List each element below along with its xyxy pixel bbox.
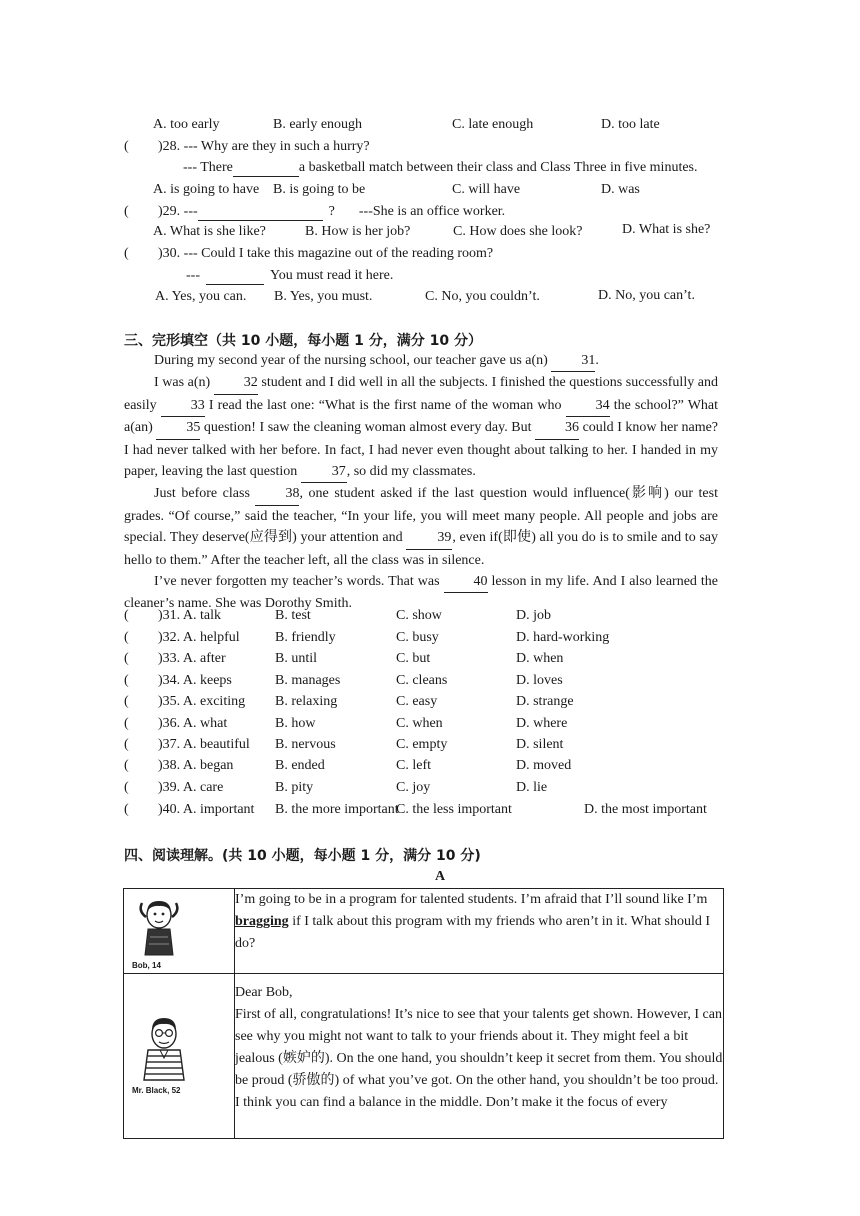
- option-a: )31. A. talk: [158, 608, 221, 623]
- option-a: )36. A. what: [158, 716, 228, 731]
- option-d: D. when: [516, 651, 564, 666]
- answer-paren[interactable]: (: [124, 802, 129, 817]
- text: , one student asked if the last question would influence(影响) our test grades. “Of course,” said the teacher, “In your life, you will meet many people. All people and jobs are special. They deserve(应得到) your attention and: [124, 486, 718, 546]
- option-d: D. moved: [516, 758, 572, 773]
- answer-prefix: ---: [186, 268, 200, 283]
- reply-last-line: I think you can find a balance in the middle. Don’t make it the focus of every: [235, 1095, 668, 1110]
- q28-option-b: B. is going to be: [273, 182, 366, 197]
- highlighted-word: bragging: [235, 914, 289, 929]
- option-c: C. empty: [396, 737, 448, 752]
- option-c: C. but: [396, 651, 431, 666]
- q30-option-d: D. No, you can’t.: [598, 288, 695, 303]
- q29-option-a: A. What is she like?: [153, 224, 266, 239]
- answer-paren[interactable]: (: [124, 608, 129, 623]
- text: Just before class: [154, 486, 250, 502]
- fill-blank[interactable]: [233, 160, 299, 177]
- cloze-passage: [124, 350, 718, 615]
- q27-option-b: B. early enough: [273, 117, 363, 132]
- text: the school?” What a(an): [124, 397, 719, 436]
- option-b: B. ended: [275, 758, 325, 773]
- letter-table: [123, 888, 724, 1139]
- option-c: C. show: [396, 608, 442, 623]
- question-mark: ?: [328, 204, 335, 219]
- option-b: B. how: [275, 716, 316, 731]
- answer-paren[interactable]: (: [124, 246, 129, 261]
- question-text: )28. --- Why are they in such a hurry?: [158, 139, 370, 154]
- option-c: C. left: [396, 758, 431, 773]
- text: question! I saw the cleaning woman almost every day. But: [203, 420, 532, 436]
- figure-cell: [124, 974, 235, 1139]
- option-c: C. the less important: [396, 802, 512, 817]
- cloze-paragraph: [124, 483, 718, 571]
- question-reply: ---She is an office worker.: [358, 204, 506, 219]
- answer-prefix: --- There: [183, 160, 233, 175]
- option-a: )38. A. began: [158, 758, 234, 773]
- answer-paren[interactable]: (: [124, 737, 129, 752]
- fill-blank[interactable]: [206, 268, 264, 285]
- option-d: D. job: [516, 608, 551, 623]
- blank-32[interactable]: 32: [214, 372, 258, 394]
- text: .: [595, 353, 599, 368]
- option-d: D. silent: [516, 737, 564, 752]
- text: , so did my classmates.: [346, 464, 476, 480]
- blank-39[interactable]: 39: [406, 527, 452, 549]
- blank-38[interactable]: 38: [255, 483, 299, 505]
- text: lesson in my life. And I also learned the cleaner’s name. She was Dorothy Smith.: [124, 574, 718, 612]
- answer-suffix: a basketball match between their class and Class Three in five minutes.: [298, 160, 698, 175]
- option-b: B. test: [275, 608, 311, 623]
- option-c: C. busy: [396, 630, 439, 645]
- cloze-paragraph: [124, 350, 718, 372]
- answer-paren[interactable]: (: [124, 758, 129, 773]
- answer-suffix: You must read it here.: [270, 268, 394, 283]
- text: student and I did well in all the subjects. I finished the questions successfully and easily: [124, 375, 719, 413]
- question-text: [158, 204, 505, 221]
- answer-paren[interactable]: (: [124, 139, 129, 154]
- bob-avatar-icon: [134, 897, 184, 959]
- option-d: D. loves: [516, 673, 563, 688]
- blank-33[interactable]: 33: [161, 395, 205, 417]
- question-answer-line: [186, 268, 393, 285]
- option-a: )40. A. important: [158, 802, 255, 817]
- option-b: B. the more important: [275, 802, 399, 817]
- question-answer-line: [183, 160, 698, 177]
- text: I’m going to be in a program for talented students. I’m afraid that I’ll sound like I’m: [235, 892, 708, 907]
- option-c: C. joy: [396, 780, 431, 795]
- option-b: B. nervous: [275, 737, 336, 752]
- mr-black-caption: Mr. Black, 52: [132, 1086, 181, 1095]
- blank-36[interactable]: 36: [535, 417, 579, 439]
- option-a: )33. A. after: [158, 651, 226, 666]
- question-number: )29. ---: [158, 204, 198, 219]
- option-c: C. easy: [396, 694, 438, 709]
- blank-40[interactable]: 40: [444, 571, 488, 593]
- q29-option-d: D. What is she?: [622, 222, 711, 237]
- option-a: )34. A. keeps: [158, 673, 232, 688]
- passage-label: A: [435, 869, 446, 884]
- blank-35[interactable]: 35: [156, 417, 200, 439]
- bob-caption: Bob, 14: [132, 961, 161, 970]
- answer-paren[interactable]: (: [124, 204, 129, 219]
- section-heading-cloze: 三、完形填空（共 10 小题，每小题 1 分，满分 10 分）: [124, 333, 482, 349]
- figure-cell: [124, 889, 235, 974]
- answer-paren[interactable]: (: [124, 780, 129, 795]
- option-b: B. manages: [275, 673, 341, 688]
- question-text: )30. --- Could I take this magazine out of the reading room?: [158, 246, 494, 261]
- option-a: )35. A. exciting: [158, 694, 246, 709]
- option-c: C. when: [396, 716, 443, 731]
- mr-black-avatar-icon: [138, 1014, 190, 1082]
- option-a: )37. A. beautiful: [158, 737, 250, 752]
- option-c: C. cleans: [396, 673, 448, 688]
- q28-option-d: D. was: [601, 182, 640, 197]
- option-a: )39. A. care: [158, 780, 224, 795]
- mr-black-reply: [235, 974, 724, 1139]
- section-heading-reading: 四、阅读理解。(共 10 小题，每小题 1 分，满分 10 分): [124, 848, 481, 864]
- text: I was a(n): [154, 375, 211, 391]
- option-b: B. until: [275, 651, 318, 666]
- q30-option-a: A. Yes, you can.: [155, 289, 247, 304]
- reply-greeting: Dear Bob,: [235, 985, 293, 1000]
- q29-option-c: C. How does she look?: [453, 224, 583, 239]
- q27-option-a: A. too early: [153, 117, 220, 132]
- option-d: D. hard-working: [516, 630, 610, 645]
- fill-blank[interactable]: [198, 204, 323, 221]
- blank-37[interactable]: 37: [301, 461, 347, 483]
- text: I read the last one: “What is the first name of the woman who: [208, 397, 562, 413]
- option-d: D. the most important: [584, 802, 707, 817]
- text: could I know her name? I had never talked with her before. In fact, I had never even thought about talking to her. I handed in my paper, leaving the last question: [124, 420, 719, 480]
- option-b: B. relaxing: [275, 694, 338, 709]
- reply-body: First of all, congratulations! It’s nice to see that your talents get shown. However, I can see why you might not want to talk to your friends about it. They might feel a bit jealous (嫉妒的). On the one hand, you shouldn’t keep it secret from them. You should be proud (骄傲的) of what you’ve got. On the other hand, you shouldn’t be too proud.: [235, 1007, 723, 1088]
- text: if I talk about this program with my friends who aren’t in it. What should I do?: [235, 914, 711, 951]
- q30-option-b: B. Yes, you must.: [274, 289, 373, 304]
- option-d: D. strange: [516, 694, 574, 709]
- option-a: )32. A. helpful: [158, 630, 240, 645]
- table-row: [124, 974, 724, 1139]
- q28-option-c: C. will have: [452, 182, 521, 197]
- option-d: D. where: [516, 716, 568, 731]
- text: During my second year of the nursing school, our teacher gave us a(n): [154, 353, 548, 368]
- option-b: B. pity: [275, 780, 314, 795]
- q29-option-b: B. How is her job?: [305, 224, 411, 239]
- answer-paren[interactable]: (: [124, 630, 129, 645]
- cloze-paragraph: [124, 372, 718, 483]
- text: , even if(即使) all you do is to smile and to say hello to them.” After the teacher left, all the class was in silence.: [124, 530, 719, 568]
- blank-34[interactable]: 34: [566, 395, 610, 417]
- answer-paren[interactable]: (: [124, 651, 129, 666]
- answer-paren[interactable]: (: [124, 673, 129, 688]
- q27-option-d: D. too late: [601, 117, 660, 132]
- q27-option-c: C. late enough: [452, 117, 534, 132]
- option-b: B. friendly: [275, 630, 336, 645]
- blank-31[interactable]: 31: [551, 350, 595, 372]
- q28-option-a: A. is going to have: [153, 182, 260, 197]
- bob-letter: [235, 889, 724, 974]
- text: I’ve never forgotten my teacher’s words. That was: [154, 574, 440, 590]
- table-row: [124, 889, 724, 974]
- answer-paren[interactable]: (: [124, 694, 129, 709]
- answer-paren[interactable]: (: [124, 716, 129, 731]
- option-d: D. lie: [516, 780, 548, 795]
- q30-option-c: C. No, you couldn’t.: [425, 289, 540, 304]
